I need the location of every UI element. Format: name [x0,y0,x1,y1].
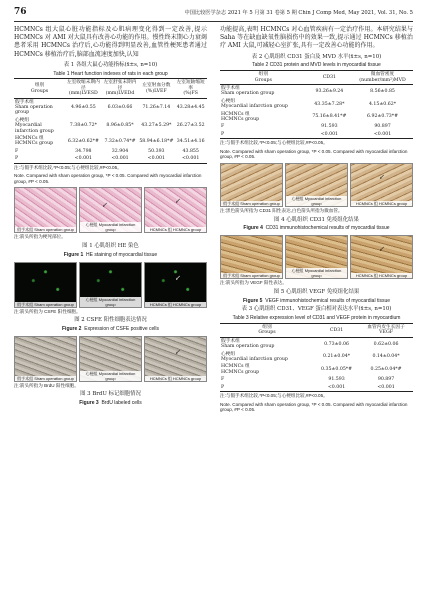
table-row [14,135,207,148]
figure5-panel-mi: 心梗组 Myocardial infarction group [285,235,348,279]
table-cell: 0.62±0.06 [373,341,399,347]
table-row [220,131,413,139]
table-cell: <0.001 [74,156,93,162]
figure3-panel-sham: 假手术组 Sham operation group [14,336,77,382]
table-cell: 假手术组 Sham operation group [15,99,53,116]
figure2-panel-mi: 心梗组 Myocardial infarction group [79,262,142,308]
table-cell: 0.73±0.06 [324,341,349,347]
right-column [220,26,413,416]
right-intro-paragraph: 功能提高,表明 HCMNCs 对心血管疾病有一定治疗作用。本研究结果与 Saha 等在缺血缺氧性脑损伤中的效果一致,提示通过 HCMNCs 移植治疗 AMI 大鼠,可减轻心室扩张,具有一定改善心功能的作用。 [220,26,413,50]
table-cell: <0.001 [373,131,392,137]
figure3-note: 注:箭头所指为 BrdU 阳性细胞。 [14,382,79,388]
table2-title: 表 2 心肌组织 CD31 蛋白及 MVD 水平(x̄±s, n=10) [251,53,382,60]
table-cell: 心梗组 Myocardial infarction group [221,98,288,110]
table-row [220,363,413,376]
table-cell: F [15,148,19,154]
left-column [14,26,207,408]
figure3-panel-hcmncs: ↙ HCMNCs 组 HCMNCs group [144,336,207,382]
table-cell: 0.35±0.05*# [321,367,353,373]
table-cell: 34.798 [75,148,92,154]
table-cell: HCMNCs 组 HCMNCs group [15,136,54,147]
page-number: 76 [14,7,27,17]
table-cell: 43.855 [182,148,199,154]
table-header-cell: 血管内皮生长因子 VEGF [359,324,413,338]
table-cell: HCMNCs 组 HCMNCs group [221,364,260,375]
table2-note-en: Note. Compared with sham operation group, *P < 0.05. Compared with myocardial infarction group, #P < 0.05. [220,148,408,160]
table-cell: 50.393 [148,148,165,154]
table2 [220,70,413,139]
table-cell: F [221,124,225,130]
table-cell: <0.001 [377,384,395,390]
figure1-note: 注:箭头所指为梗死部位。 [14,234,66,240]
figure2-note: 注:箭头所指为 CSFE 阳性细胞。 [14,308,81,314]
figure3-caption: 图 3 BrdU 标记细胞情况 [80,391,141,398]
table3 [220,323,413,392]
table2-title-en: Table 2 CD31 protein and MVD levels in myocardial tissue [252,62,381,69]
figure2-images [14,262,207,308]
table-cell: 7.38±0.72* [69,123,97,129]
figure1-panel-sham: 假手术组 Sham operation group [14,187,77,233]
table-cell: P [221,131,225,137]
table1-note: 注:与假手术组比较,*P<0.05;与心梗组比较,#P<0.05。 [14,164,122,170]
table-cell: 91.593 [328,377,345,383]
table-header-cell: 左室射血分数 (%)LVEF [138,79,174,98]
arrow-icon: ↙ [175,197,181,206]
arrow-icon: ↙ [102,201,108,210]
figure1-panel-mi: ↙ 心梗组 Myocardial infarction group [79,187,142,233]
figure2-caption: 图 2 CSFE 阳性细胞表达情况 [74,317,147,324]
table2-note: 注:与假手术组比较,*P<0.05;与心梗组比较,#P<0.05。 [220,140,328,146]
table-row [220,111,413,124]
figure1-panel-hcmncs: ↙ HCMNCs 组 HCMNCs group [144,187,207,233]
figure2-caption-en: Figure 2 Expression of CSFE positive cells [62,326,159,333]
arrow-icon: ↙ [175,347,181,356]
table-cell: P [15,156,19,162]
figure4-images [220,163,413,207]
table1-title: 表 1 各组大鼠心功能指标(x̄±s, n=10) [63,61,158,68]
table-row [220,351,413,364]
figure5-panel-hcmncs: ↙ HCMNCs 组 HCMNCs group [350,235,413,279]
table-cell: 心梗组 Myocardial infarction group [221,351,288,363]
table-row [220,85,413,98]
table-cell: 假手术组 Sham operation group [221,338,275,350]
table-cell: 26.27±3.52 [176,123,205,129]
table-header-cell: CD31 [307,71,352,85]
table-header-cell: 组别 Groups [220,71,307,85]
figure5-panel-sham: 假手术组 Sham operation group [220,235,283,279]
figure5-note: 注:箭头所指为 VEGF 阳性表达。 [220,280,287,286]
table3-note-en: Note. Compared with sham operation group, *P < 0.05. Compared with myocardial infarction group, #P < 0.05. [220,401,408,413]
figure4-note: 注:黑色箭头所指为 CD31 阳性表达,白色箭头所指为微血管。 [220,208,343,214]
table-row [14,117,207,135]
table-cell: P [221,384,225,390]
table-cell: 90.897 [374,124,391,130]
table-row [14,98,207,117]
figure3-images [14,336,207,382]
table3-title-en: Table 3 Relative expression level of CD31 and VEGF protein in myocardium [232,315,401,322]
table-cell: 6.92±0.73*# [366,114,399,120]
table-row [220,98,413,111]
table1-title-en: Table 1 Heart function indexes of rats in each group [53,70,168,77]
table-cell: 4.15±0.62* [368,101,397,107]
figure3-panel-mi: 心梗组 Myocardial infarction group [79,336,142,382]
table-cell: 0.14±0.04* [372,354,400,360]
table-cell: 32.904 [111,148,129,154]
arrow-icon: ↙ [175,273,181,282]
table-header-cell: 组别 Groups [220,324,314,338]
table-cell: HCMNCs 组 HCMNCs group [221,111,260,123]
figure4-caption-en: Figure 4 CD31 immunohistochemical results of myocardial tissue [243,225,390,232]
table-row [220,123,413,130]
figure2-panel-sham: 假手术组 Sham operation group [14,262,77,308]
table-cell: 8.56±0.85 [370,88,395,94]
figure5-caption: 图 5 心肌组织 VEGF 免疫组化结果 [273,288,360,295]
figure2-panel-hcmncs: ↙ HCMNCs 组 HCMNCs group [144,262,207,308]
table-row [14,155,207,163]
table-cell: <0.001 [182,156,200,162]
figure5-images [220,235,413,279]
table-header-cell: 微血管密度 (number/mm²)MVD [352,71,413,85]
figure1-caption-en: Figure 1 HE staining of myocardial tissue [63,251,158,258]
left-intro-paragraph: HCMNCs 组大鼠心脏功能指标及心肌病理变化得到一定改善,提示 HCMNCs 对 AMI 对大鼠具有改善心功能的作用。慢性终末期心力衰竭患者采用 HCMNCs 治疗后,心功能得到明显改善,血管性梗死患者通过 HCMNCs 移植治疗后,脑部血流速度加快,认知 [14,26,207,58]
journal-title: 中国比较医学杂志 2021 年 5 月第 31 卷第 5 期 Chin J Comp Med, May 2021, Vol. 31, No. 5 [184,10,413,16]
table-cell: 34.51±4.16 [176,138,205,144]
table-cell: 43.27±5.29* [141,123,172,129]
table-header-cell: 左室短轴缩短率 (%)FS [174,79,207,98]
figure1-caption: 图 1 心肌组织 HE 染色 [82,243,139,250]
table-cell: 6.32±0.62*# [67,138,99,144]
table-header-cell: 组别 Groups [14,79,65,98]
figure4-caption: 图 4 心肌组织 CD31 免疫组化结果 [274,216,359,223]
table-row [220,384,413,392]
arrow-icon: ↙ [379,245,385,254]
figure3-caption-en: Figure 3 BrdU labeled cells [79,400,142,407]
table-cell: 心梗组 Myocardial infarction group [15,117,54,134]
table-header-cell: 左室舒张末期内径 (mm)LVEDd [103,80,137,97]
arrow-icon: ↙ [379,173,385,182]
table-cell: 0.21±0.04* [322,354,351,360]
table1-note-en: Note. Compared with sham operation group, *P < 0.05. Compared with myocardial infarction group, #P < 0.05. [14,173,202,184]
table-cell: <0.001 [147,156,166,162]
table-cell: 90.897 [377,377,395,383]
table3-note: 注:与假手术组比较,*P<0.05;与心梗组比较,#P<0.05。 [220,393,328,399]
figure1-images [14,187,207,233]
table1 [14,78,207,163]
figure4-panel-mi: 心梗组 Myocardial infarction group [285,163,348,207]
table-cell: <0.001 [320,131,339,137]
table-cell: 6.03±0.66 [107,105,133,111]
table-header-cell: CD31 [314,324,359,338]
table-cell: 58.94±6.18*# [139,138,174,144]
figure4-panel-hcmncs: ↙ HCMNCs 组 HCMNCs group [350,163,413,207]
table-row [220,337,413,350]
table-cell: 91.593 [321,124,338,130]
table-cell: 7.32±0.74*# [104,138,136,144]
table-cell: F [221,377,225,383]
table-cell: <0.001 [111,156,129,162]
figure5-caption-en: Figure 5 VEGF immunohistochemical results of myocardial tissue [243,297,390,304]
table-cell: 4.96±0.55 [70,105,96,111]
table-cell: 43.35±7.28* [314,101,345,107]
table3-title: 表 3 心肌组织 CD31、VEGF 蛋白相对表达水平(x̄±s, n=10) [241,306,392,313]
running-header [14,7,413,22]
table-cell: 假手术组 Sham operation group [221,86,275,97]
table-cell: 43.28±4.45 [176,105,205,111]
table-cell: <0.001 [327,384,346,390]
table-cell: 8.96±0.85* [106,123,134,129]
table-cell: 0.25±0.04*# [370,367,402,373]
table-row [14,148,207,155]
table-row [220,376,413,383]
table-cell: 93.26±9.24 [315,88,344,94]
figure4-panel-sham: 假手术组 Sham operation group [220,163,283,207]
table-cell: 75.16±8.41*# [312,114,347,120]
table-cell: 71.26±7.14 [142,105,171,111]
table-header-cell: 左室收缩末期内径 (mm)LVESD [66,80,100,97]
